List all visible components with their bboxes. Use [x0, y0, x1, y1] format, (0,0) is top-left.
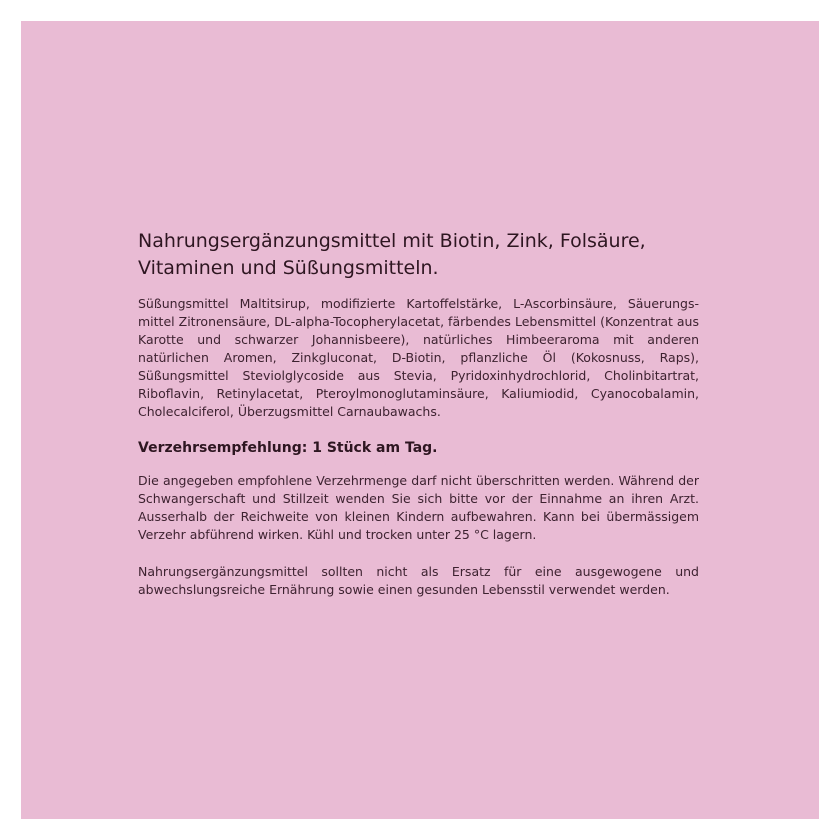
product-headline: Nahrungsergänzungsmittel mit Biotin, Zink, Folsäure, Vitaminen und Süßungsmitteln. — [138, 230, 646, 279]
label-panel — [21, 21, 819, 819]
warning-paragraph: Die angegeben empfohlene Verzehrmenge darf nicht überschritten werden. Während der Schwangerschaft und Stillzeit wenden Sie sich bitte vor der Einnahme an ihren Arzt. Ausserhalb der Reichweite von kleinen Kindern aufbewahren. Kann bei übermässigem Verzehr abführend wirken. Kühl und trocken unter 25 °C lagern. — [138, 473, 699, 542]
label-text-block — [138, 228, 699, 599]
disclaimer-paragraph: Nahrungsergänzungsmittel sollten nicht als Ersatz für eine ausgewogene und abwechslungsreiche Ernährung sowie einen gesunden Lebensstil verwendet werden. — [138, 564, 699, 597]
ingredients-paragraph: Süßungsmittel Maltitsirup, modifizierte Kartoffelstärke, L-Ascorbinsäure, Säuerungs-mittel Zitronensäure, DL-alpha-Tocopherylacetat, färbendes Lebensmittel (Konzentrat aus Karotte und schwarzer Johannisbeere), natürliches Himbeeraroma mit anderen natürlichen Aromen, Zinkgluconat, D-Biotin, pflanzliche Öl (Kokosnuss, Raps), Süßungsmittel Steviolglycoside aus Stevia, Pyridoxinhydrochlorid, Cholinbitartrat, Riboflavin, Retinylacetat, Pteroylmonoglutaminsäure, Kaliumiodid, Cyanocobalamin, Cholecalciferol, Überzugsmittel Carnaubawachs. — [138, 296, 699, 419]
consumption-recommendation: Verzehrsempfehlung: 1 Stück am Tag. — [138, 440, 438, 456]
